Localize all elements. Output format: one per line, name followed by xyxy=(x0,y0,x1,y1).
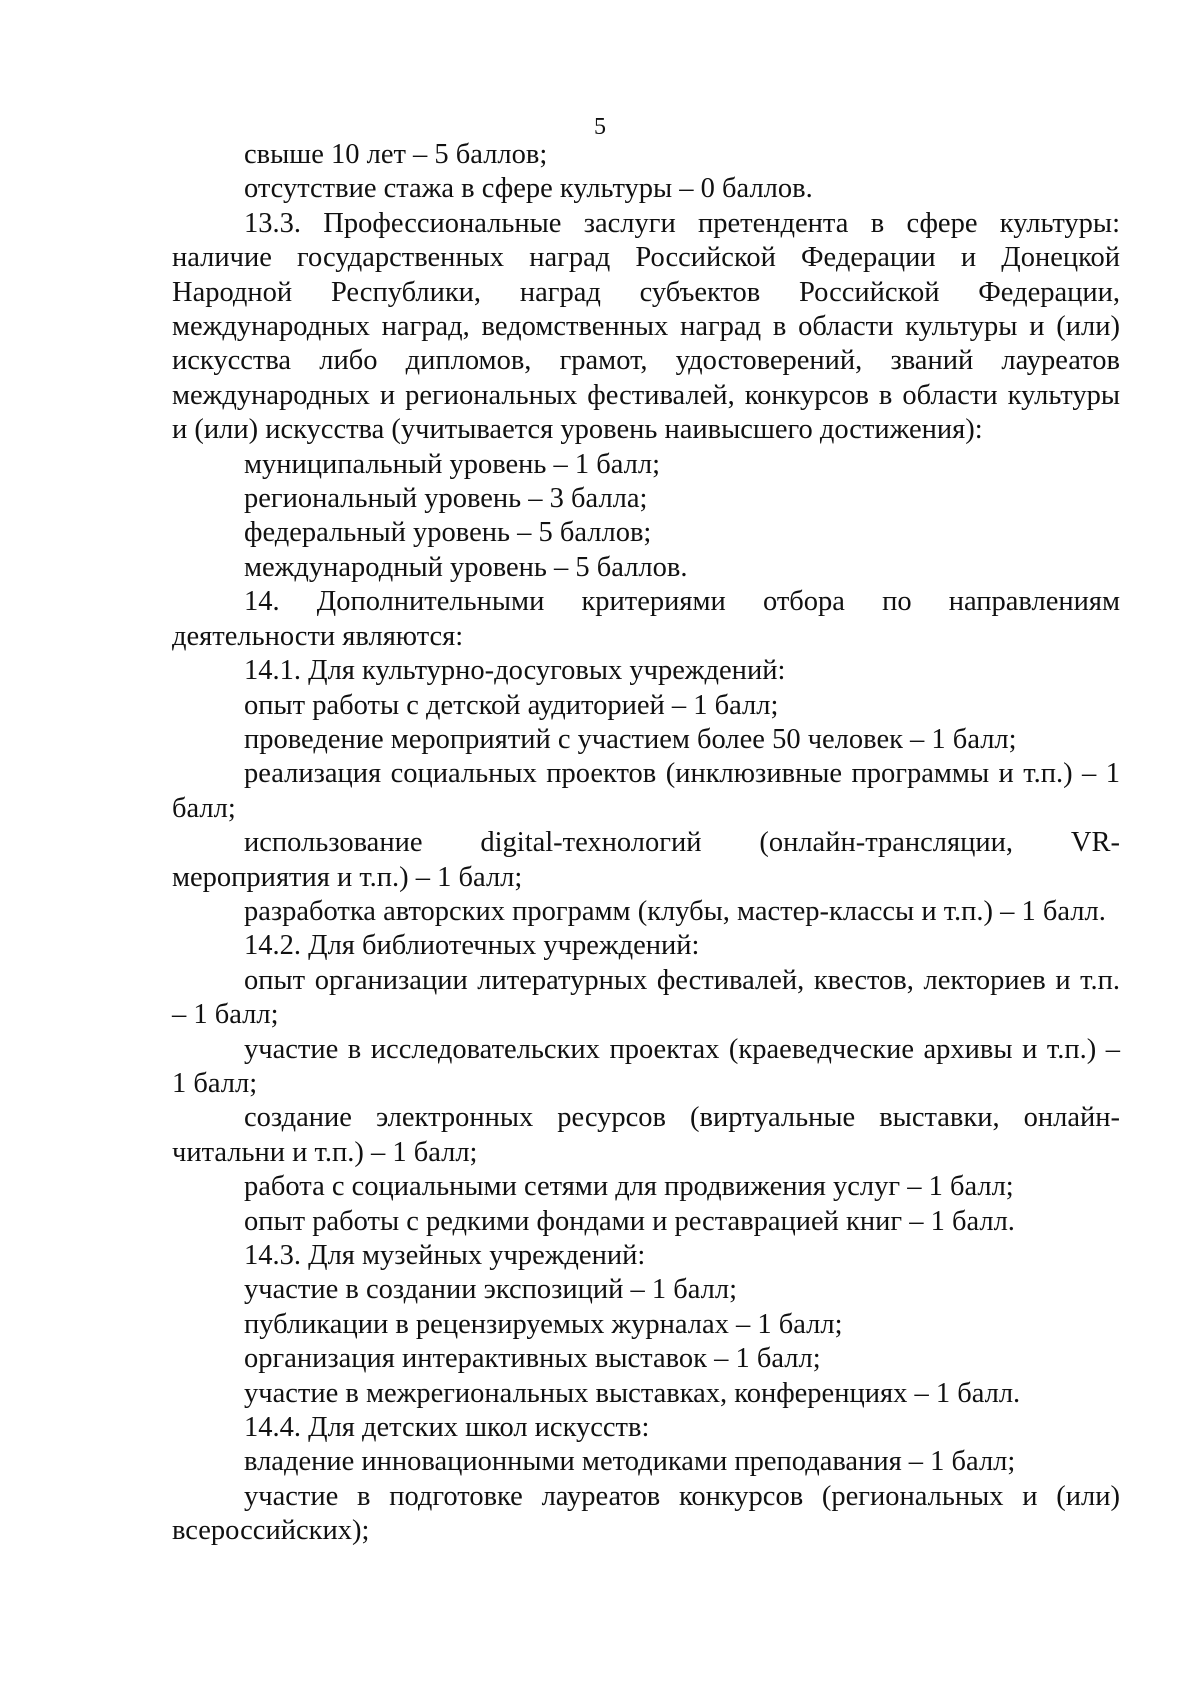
paragraph: владение инновационными методиками преподавания – 1 балл; xyxy=(244,1446,1016,1478)
paragraph: реализация социальных проектов (инклюзивные программы и т.п.) – 1 балл; xyxy=(172,758,1120,824)
paragraph: участие в подготовке лауреатов конкурсов (региональных и (или) всероссийских); xyxy=(172,1480,1120,1547)
paragraph: создание электронных ресурсов (виртуальные выставки, онлайн-читальни и т.п.) – 1 балл; xyxy=(172,1102,1120,1168)
paragraph: организация интерактивных выставок – 1 балл; xyxy=(244,1343,821,1375)
paragraph: разработка авторских программ (клубы, мастер-классы и т.п.) – 1 балл. xyxy=(244,895,1106,927)
paragraph: использование digital-технологий (онлайн-трансляции, VR-мероприятия и т.п.) – 1 балл; xyxy=(172,827,1120,893)
paragraph: 14. Дополнительными критериями отбора по направлениям деятельности являются: xyxy=(172,586,1120,652)
paragraph: отсутствие стажа в сфере культуры – 0 баллов. xyxy=(244,173,813,205)
paragraph: региональный уровень – 3 балла; xyxy=(244,483,648,515)
paragraph: опыт организации литературных фестивалей, квестов, лекториев и т.п. – 1 балл; xyxy=(172,964,1120,1031)
paragraph: муниципальный уровень – 1 балл; xyxy=(244,448,661,480)
paragraph: опыт работы с редкими фондами и реставрацией книг – 1 балл. xyxy=(244,1205,1015,1237)
paragraph: 14.2. Для библиотечных учреждений: xyxy=(244,930,700,962)
paragraph: свыше 10 лет – 5 баллов; xyxy=(244,139,548,170)
paragraph: 14.1. Для культурно-досуговых учреждений: xyxy=(244,655,786,687)
paragraph: 14.4. Для детских школ искусств: xyxy=(244,1412,650,1444)
paragraph: опыт работы с детской аудиторией – 1 балл; xyxy=(244,689,779,721)
paragraph: федеральный уровень – 5 баллов; xyxy=(244,517,652,549)
paragraph: участие в межрегиональных выставках, конференциях – 1 балл. xyxy=(244,1377,1021,1409)
paragraph: участие в создании экспозиций – 1 балл; xyxy=(244,1274,738,1306)
paragraph: 13.3. Профессиональные заслуги претендента в сфере культуры: наличие государственных наград Российской Федерации и Донецкой Народной Республики, наград субъектов Российской Федерации, международных наград, ведомственных наград в области культуры и (или) искусства либо дипломов, грамот, удостоверений, званий лауреатов международных и региональных фестивалей, конкурсов в области культуры и (или) искусства (учитывается уровень наивысшего достижения): xyxy=(172,207,1120,446)
paragraph: участие в исследовательских проектах (краеведческие архивы и т.п.) – 1 балл; xyxy=(172,1033,1120,1099)
paragraph: 14.3. Для музейных учреждений: xyxy=(244,1240,646,1271)
document-body xyxy=(172,138,1120,1549)
page-number: 5 xyxy=(594,114,606,140)
paragraph: проведение мероприятий с участием более 50 человек – 1 балл; xyxy=(244,723,1017,755)
paragraph: работа с социальными сетями для продвижения услуг – 1 балл; xyxy=(244,1171,1014,1203)
paragraph: международный уровень – 5 баллов. xyxy=(244,551,688,583)
paragraph: публикации в рецензируемых журналах – 1 балл; xyxy=(244,1308,843,1340)
